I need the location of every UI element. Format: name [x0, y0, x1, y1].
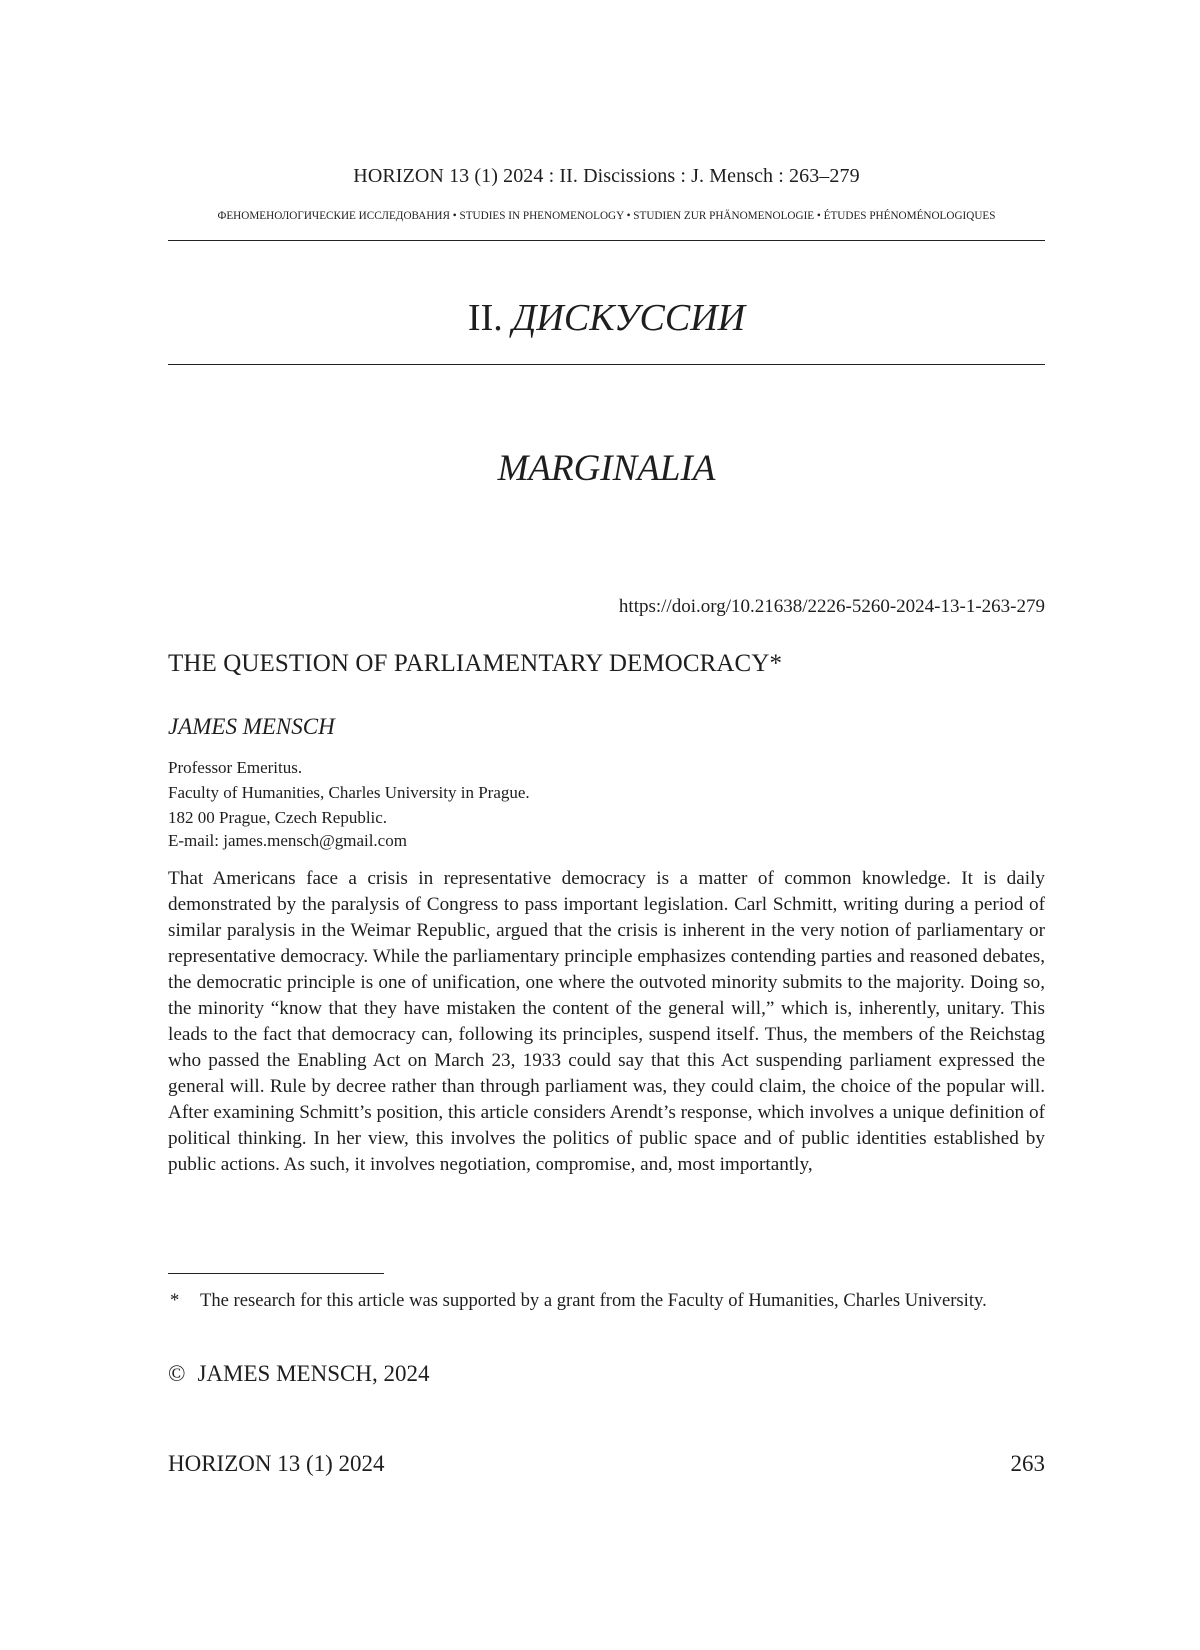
- copyright-text: JAMES MENSCH, 2024: [197, 1361, 429, 1386]
- page-number: 263: [1011, 1451, 1046, 1477]
- affiliation-line: Professor Emeritus.: [168, 755, 530, 780]
- footer-journal: HORIZON 13 (1) 2024: [168, 1451, 385, 1477]
- series-line: ФЕНОМЕНОЛОГИЧЕСКИЕ ИССЛЕДОВАНИЯ • STUDIES IN PHENOMENOLOGY • STUDIEN ZUR PHÄNOMENOLOGIE • ÉTUDES PHÉNOMÉNOLOGIQUES: [168, 210, 1045, 222]
- section-numeral: II.: [468, 297, 503, 339]
- journal-page: [168, 0, 1045, 1650]
- rubric-title: MARGINALIA: [168, 447, 1045, 490]
- footnote-rule: [168, 1273, 384, 1274]
- section-title: [168, 296, 1045, 340]
- doi-link[interactable]: https://doi.org/10.21638/2226-5260-2024-13-1-263-279: [619, 596, 1045, 618]
- copyright: [168, 1361, 429, 1387]
- footnote-mark: *: [170, 1288, 179, 1314]
- author-email: E-mail: james.mensch@gmail.com: [168, 831, 407, 851]
- section-rule: [168, 364, 1045, 365]
- header-rule: [168, 240, 1045, 241]
- running-head: HORIZON 13 (1) 2024 : II. Discissions : J. Mensch : 263–279: [168, 165, 1045, 188]
- abstract: That Americans face a crisis in representative democracy is a matter of common knowledge. It is daily demonstrated by the paralysis of Congress to pass important legislation. Carl Schmitt, writing during a period of similar paralysis in the Weimar Republic, argued that the crisis is inherent in the very notion of parliamentary or representative democracy. While the parliamentary principle emphasizes contending parties and reasoned debates, the democratic principle is one of unification, one where the outvoted minority submits to the majority. Doing so, the minority “know that they have mistaken the content of the general will,” which is, inherently, unitary. This leads to the fact that democracy can, following its principles, suspend itself. Thus, the members of the Reichstag who passed the Enabling Act on March 23, 1933 could say that this Act suspending parliament expressed the general will. Rule by decree rather than through parliament was, they could claim, the choice of the popular will. After examining Schmitt’s position, this article considers Arendt’s response, which involves a unique defini­tion of political thinking. In her view, this involves the politics of public space and of public identities established by public actions. As such, it involves negotiation, compromise, and, most importantly,: [168, 866, 1045, 1178]
- affiliation-line: 182 00 Prague, Czech Republic.: [168, 805, 530, 830]
- author-affiliation: [168, 755, 530, 830]
- section-name: ДИСКУССИИ: [512, 297, 745, 339]
- footnote: [168, 1288, 1045, 1314]
- article-title: THE QUESTION OF PARLIAMENTARY DEMOCRACY*: [168, 650, 782, 678]
- affiliation-line: Faculty of Humanities, Charles University in Prague.: [168, 780, 530, 805]
- author-name: JAMES MENSCH: [168, 714, 335, 740]
- copyright-icon: ©: [168, 1361, 185, 1387]
- footnote-text: The research for this article was supported by a grant from the Faculty of Humanities, Charles Uni­versity.: [200, 1288, 1045, 1314]
